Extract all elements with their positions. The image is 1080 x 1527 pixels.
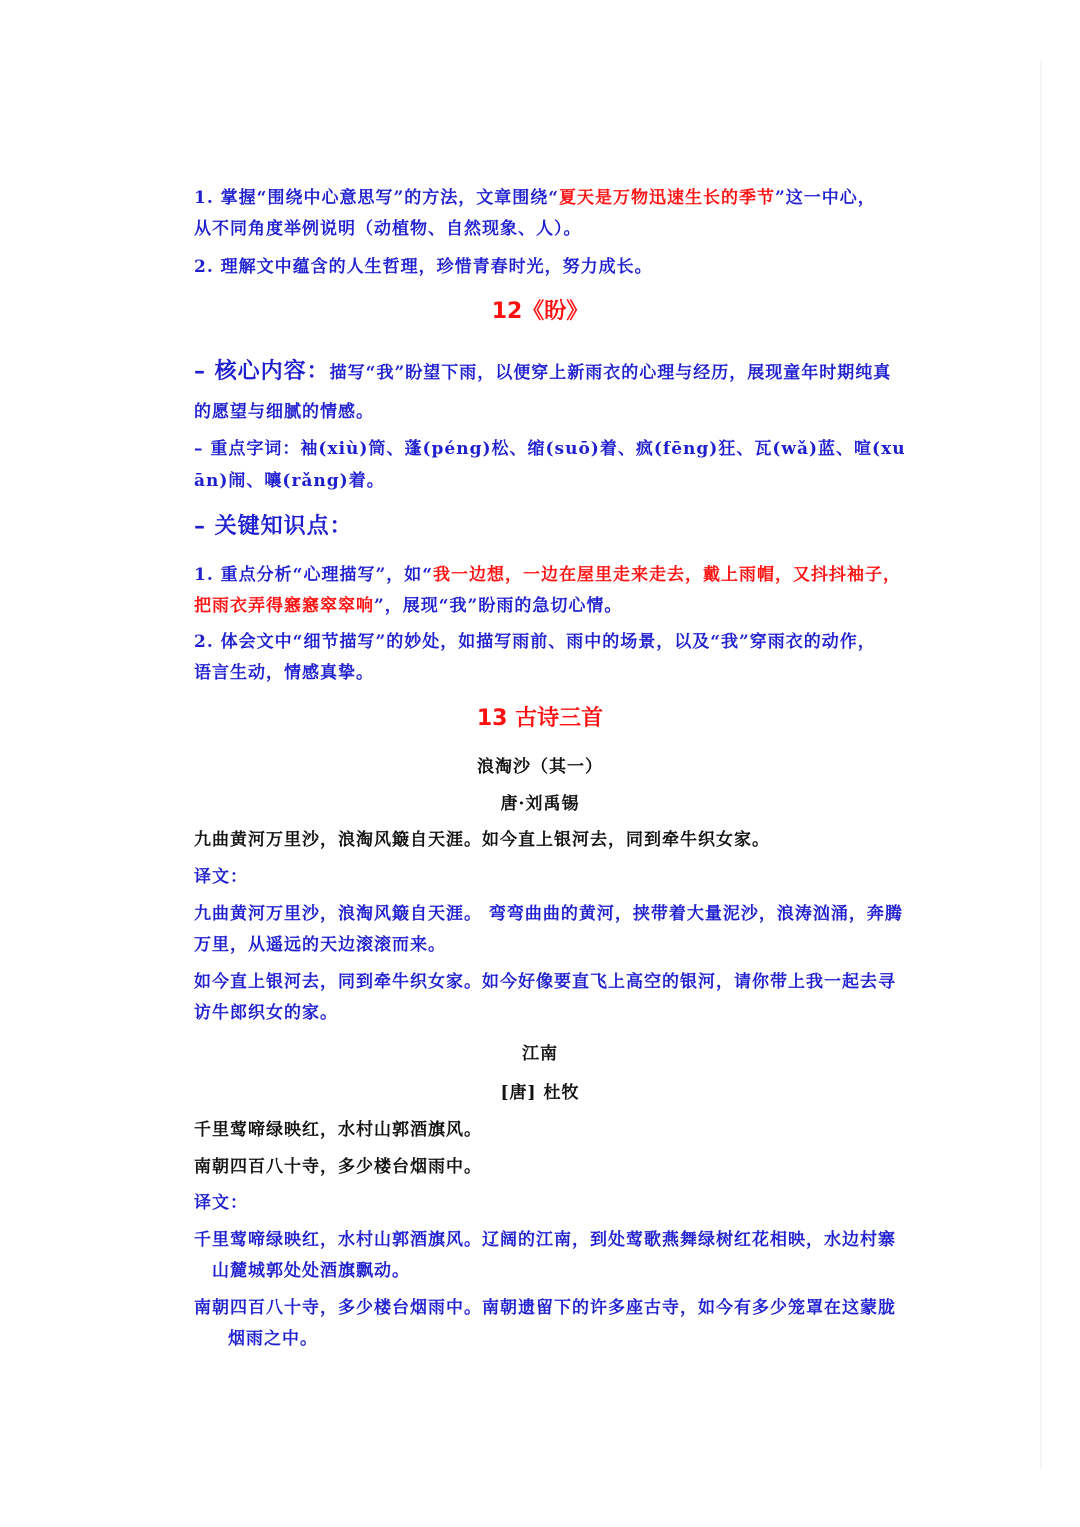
lesson-13-title: 13 古诗三首: [476, 706, 604, 731]
key-point-1-highlight-2: 把雨衣弄得窸窸窣窣响: [194, 596, 374, 616]
key-point-2: 2. 体会文中“细节描写”的妙处，如描写雨前、雨中的场景，以及“我”穿雨衣的动作，: [194, 632, 876, 652]
core-content-cont: 的愿望与细腻的情感。: [194, 402, 374, 422]
goal-item-1-highlight: 夏天是万物迅速生长的季节: [559, 188, 775, 208]
key-point-1-text: 1. 重点分析“心理描写”，如“: [194, 565, 434, 585]
poem-2-trans-1: 千里莺啼绿映红，水村山郭酒旗风。辽阔的江南，到处莺歌燕舞绿树红花相映，水边村寨: [194, 1230, 896, 1250]
core-content-text: 描写“我”盼望下雨，以便穿上新雨衣的心理与经历，展现童年时期纯真: [329, 363, 892, 383]
poem-2-trans-label: 译文：: [194, 1193, 248, 1213]
key-words-cont: ān)闹、嚷(rǎng)着。: [194, 471, 385, 491]
goal-item-1-text: 1. 掌握“围绕中心意思写”的方法，文章围绕“: [194, 188, 559, 208]
poem-2-line-1: 千里莺啼绿映红，水村山郭酒旗风。: [194, 1120, 482, 1140]
poem-2-title: 江南: [522, 1044, 558, 1064]
poem-1-author: 唐·刘禹锡: [500, 794, 580, 814]
key-point-1-tail: ”，展现“我”盼雨的急切心情。: [374, 596, 623, 616]
poem-2-author: [唐] 杜牧: [500, 1083, 580, 1103]
key-point-1: [194, 564, 902, 586]
key-words: – 重点字词：袖(xiù)筒、蓬(péng)松、缩(suō)着、疯(fēng)狂、瓦(wǎ)蓝、喧(xu: [194, 439, 906, 459]
poem-1-trans-1: 九曲黄河万里沙，浪淘风簸自天涯。 弯弯曲曲的黄河，挟带着大量泥沙，浪涛汹涌，奔腾: [194, 904, 903, 924]
poem-2-line-2: 南朝四百八十寺，多少楼台烟雨中。: [194, 1157, 482, 1177]
poem-1-trans-1-cont: 万里，从遥远的天边滚滚而来。: [194, 935, 446, 955]
key-points-label: – 关键知识点：: [194, 513, 353, 539]
key-point-1-cont: [194, 595, 894, 617]
goal-item-1-tail: ”这一中心，: [775, 188, 876, 208]
poem-2-trans-2-cont: 烟雨之中。: [228, 1329, 318, 1349]
poem-1-title: 浪淘沙（其一）: [477, 757, 603, 777]
poem-1-trans-label: 译文：: [194, 867, 248, 887]
poem-1-trans-2-cont: 访牛郎织女的家。: [194, 1003, 338, 1023]
goal-item-2: 2. 理解文中蕴含的人生哲理，珍惜青春时光，努力成长。: [194, 257, 653, 277]
goal-item-1-cont: 从不同角度举例说明（动植物、自然现象、人）。: [194, 219, 582, 239]
lesson-12-title: 12《盼》: [491, 299, 589, 324]
poem-2-trans-1-cont: 山麓城郭处处酒旗飘动。: [212, 1261, 410, 1281]
poem-2-trans-2: 南朝四百八十寺，多少楼台烟雨中。南朝遗留下的许多座古寺，如今有多少笼罩在这蒙胧: [194, 1298, 896, 1318]
key-point-2-cont: 语言生动，情感真挚。: [194, 663, 374, 683]
goal-item-1: [194, 187, 894, 209]
key-point-1-highlight: 我一边想，一边在屋里走来走去，戴上雨帽，又抖抖袖子，: [433, 565, 902, 585]
core-content-label: – 核心内容：: [194, 358, 330, 384]
core-content: [194, 360, 894, 384]
poem-1-trans-2: 如今直上银河去，同到牵牛织女家。如今好像要直飞上高空的银河，请你带上我一起去寻: [194, 972, 896, 992]
poem-1-text: 九曲黄河万里沙，浪淘风簸自天涯。如今直上银河去，同到牵牛织女家。: [194, 830, 770, 850]
